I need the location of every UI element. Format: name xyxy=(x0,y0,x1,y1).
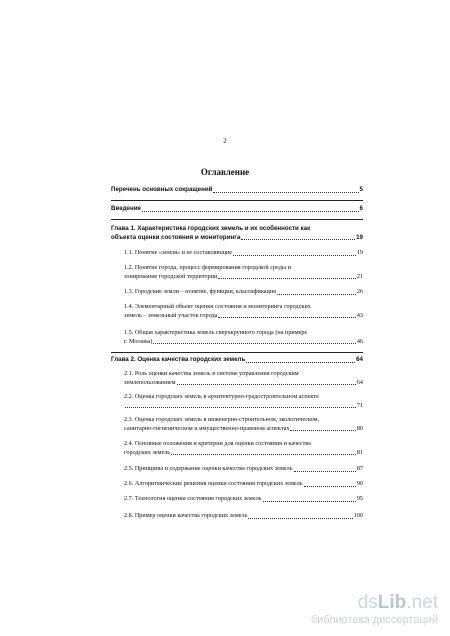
dot-leader xyxy=(213,192,358,193)
dot-leader xyxy=(246,362,355,363)
toc-entry-page: 19 xyxy=(356,233,363,241)
dot-leader xyxy=(142,211,359,212)
toc-entry-page: 5 xyxy=(359,186,363,193)
toc-entry-title-line1: 1.4. Элементарный объект оценки состояния и мониторинга городских xyxy=(124,303,311,310)
toc-section-2-8[interactable] xyxy=(124,512,363,521)
toc-entry-title-line2: зонирование городской территории xyxy=(124,272,218,280)
toc-entry-title: Глава 2. Оценка качества городских земель xyxy=(111,356,246,363)
toc-entry-title-line2: санитарно-гигиеническом и имущественно-правовом аспектах xyxy=(124,424,290,432)
toc-entry-title-line2: землепользованием xyxy=(124,378,176,386)
toc-entry-title: Перечень основных сокращений xyxy=(111,186,213,193)
toc-section-1-3[interactable] xyxy=(124,288,363,297)
toc-entry-title-line1: 2.1. Роль оценки качества земель в системе управления городским xyxy=(124,370,299,377)
watermark-logo xyxy=(358,592,438,614)
dot-leader xyxy=(125,407,356,408)
dot-leader xyxy=(248,518,352,519)
toc-section-1-1[interactable] xyxy=(124,249,363,258)
toc-entry-title: Введение xyxy=(111,205,141,212)
toc-entry-title: 1.3. Городские земли – понятие, функции, классификация xyxy=(124,288,276,295)
toc-entry-page: 90 xyxy=(356,480,363,487)
dot-leader xyxy=(263,501,356,502)
toc-entry-page: 64 xyxy=(356,356,363,363)
toc-entry-page: 64 xyxy=(356,378,363,386)
toc-entry-title-line1: 2.2. Оценка городских земель в архитектурно-градостроительном аспекте xyxy=(124,393,319,400)
toc-section-1-5[interactable] xyxy=(124,329,363,346)
toc-entry-page: 46 xyxy=(356,337,363,345)
toc-entry-page: 26 xyxy=(356,288,363,295)
dot-leader xyxy=(294,471,356,472)
toc-section-2-4[interactable] xyxy=(124,440,363,457)
toc-entry-title-line1: Глава 1. Характеристика городских земель и их особенности как xyxy=(111,225,311,232)
toc-section-2-7[interactable] xyxy=(124,495,363,504)
toc-entry-title-line1: 2.4. Основные положения и критерии для оценки состояния и качества xyxy=(124,440,311,447)
toc-chapter-2[interactable] xyxy=(111,356,363,365)
dot-leader xyxy=(241,239,355,240)
toc-entry-title-line2: городских земель xyxy=(124,448,171,456)
toc-section-2-1[interactable] xyxy=(124,370,363,387)
dot-leader xyxy=(304,486,356,487)
page-number: 2 xyxy=(223,137,227,145)
toc-entry-title-line2: земель – земельный участок города xyxy=(124,311,218,319)
toc-entry-title-line1: 2.3. Оценка городских земель в инженерно-строительном, экологическом, xyxy=(124,416,320,423)
toc-entry-title-line1: 1.2. Понятие города, процесс формирования городской среды и xyxy=(124,264,291,271)
dot-leader xyxy=(233,255,356,256)
toc-section-2-5[interactable] xyxy=(124,465,363,474)
toc-entry-page: 100 xyxy=(353,512,363,519)
dot-leader xyxy=(177,384,356,385)
toc-entry-page: 21 xyxy=(356,272,363,280)
toc-entry-title: 2.8. Пример оценки качества городских земель xyxy=(124,512,248,519)
toc-entry-title-line2: г. Москвы) xyxy=(124,337,153,345)
toc-entry-page: 71 xyxy=(356,401,363,409)
divider xyxy=(111,200,363,201)
toc-entry-title: 2.6. Алгоритмические решения оценки состояния городских земель xyxy=(124,480,303,487)
watermark-subtitle: библиотека диссертаций xyxy=(310,614,438,626)
toc-entry-page: 87 xyxy=(356,465,363,472)
toc-entry-page: 43 xyxy=(356,311,363,319)
dot-leader xyxy=(290,430,355,431)
toc-entry-title: 2.5. Принципы и содержание оценки качества городских земель xyxy=(124,465,293,472)
divider xyxy=(111,352,363,353)
toc-section-2-3[interactable] xyxy=(124,416,363,433)
toc-entry-abbreviations[interactable] xyxy=(111,186,363,195)
toc-entry-page: 19 xyxy=(356,249,363,256)
dot-leader xyxy=(218,278,356,279)
toc-entry-introduction[interactable] xyxy=(111,205,363,214)
toc-entry-title-line2: объекта оценки состояния и мониторинга xyxy=(111,233,241,241)
dot-leader xyxy=(171,454,356,455)
toc-section-2-2[interactable] xyxy=(124,393,363,410)
dot-leader xyxy=(277,294,356,295)
toc-title: Оглавление xyxy=(200,167,250,177)
toc-chapter-1[interactable] xyxy=(111,225,363,242)
divider xyxy=(111,219,363,220)
watermark-logo-net: .net xyxy=(406,592,438,613)
watermark-logo-lib: Lib xyxy=(377,592,407,613)
toc-section-2-6[interactable] xyxy=(124,480,363,489)
toc-entry-title: 1.1. Понятие «земля» и ее составляющие xyxy=(124,249,233,256)
watermark-logo-ds: ds xyxy=(357,592,378,613)
toc-entry-title: 2.7. Технология оценки состояния городских земель xyxy=(124,495,262,502)
toc-entry-page: 95 xyxy=(356,495,363,502)
toc-entry-page: 80 xyxy=(356,424,363,432)
dot-leader xyxy=(218,317,355,318)
toc-entry-page: 81 xyxy=(356,448,363,456)
dot-leader xyxy=(153,343,355,344)
toc-section-1-2[interactable] xyxy=(124,264,363,281)
toc-entry-page: 6 xyxy=(359,205,363,212)
toc-entry-title-line1: 1.5. Общая характеристика земель сверхкрупного города (на примере xyxy=(124,329,308,336)
toc-section-1-4[interactable] xyxy=(124,303,363,320)
